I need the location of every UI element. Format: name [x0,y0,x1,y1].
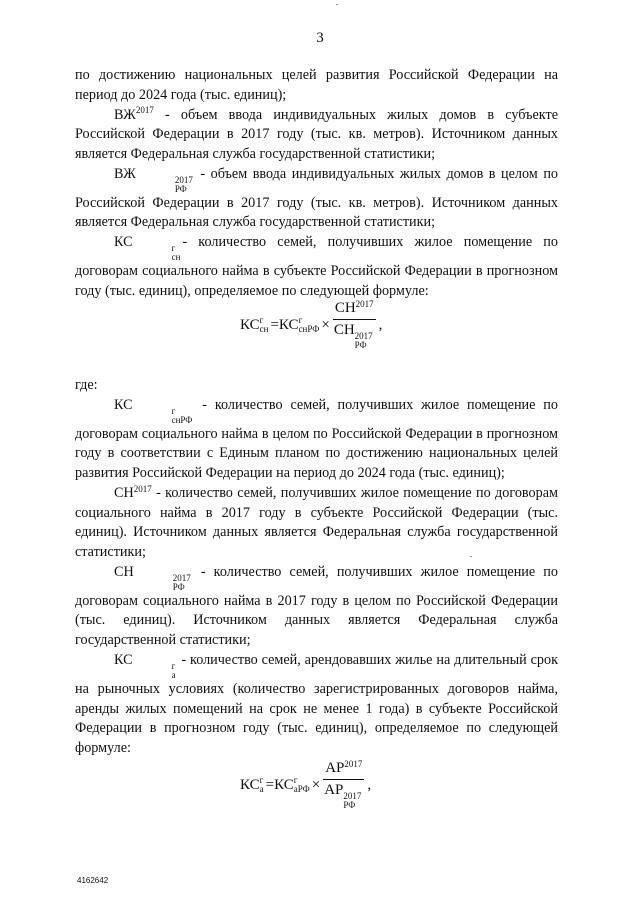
definition-text: - объем ввода индивидуальных жилых домов в субъекте Российской Федерации в 2017 году (тыс. кв. метров). Источником данных является Федеральная служба государственной статистики; [75,106,558,162]
definition-text: - количество семей, арендовавших жилье на длительный срок на рыночных условиях (количество зарегистрированных договоров найма, аренды жилых помещений на срок не менее 1 года) в субъекте Российской Федерации в прогнозном году (тыс. единиц), определяемое по следующей формуле: [75,652,558,756]
symbol-indices: г снРФ [171,405,193,425]
formula-indices: г а [259,775,264,794]
symbol: ВЖ [114,165,136,182]
definition-vzh-rf-2017 [75,165,558,233]
formula-ks-a: КС г а = КС г аРФ × $АР^{2017}$ АР 2017 РФ , [240,758,372,810]
fraction [322,760,365,810]
symbol-sup: 2017 [135,105,154,116]
formula-ks-sn: КС г сн = КС г снРФ × $СН^{2017}$ СН 2017 РФ , [240,298,383,350]
numerator: $АР^{2017}$ [323,760,364,780]
symbol-indices: г сн [171,243,181,263]
definition-ks-a [75,651,558,758]
definition-text: - количество семей, получивших жилое помещение по договорам социального найма в 2017 году в целом по Российской Федерации (тыс. единиц). Источником данных является Федеральная служба государственной статистики; [75,563,558,649]
paragraph-continuation: по достижению национальных целей развития Российской Федерации на период до 2024 года (тыс. единиц); [75,67,558,103]
document-body [75,66,558,759]
definition-text: - объем ввода индивидуальных жилых домов в целом по Российской Федерации в 2017 году (тыс. кв. метров). Источником данных является Федеральная служба государственной статистики; [75,165,558,231]
numerator: $СН^{2017}$ [333,300,376,320]
symbol-indices: 2017 РФ [172,572,191,592]
symbol: КС [114,396,133,413]
formula-indices: 2017 РФ [343,791,362,810]
page-number: 3 [316,30,324,46]
document-id: 4162642 [77,876,109,885]
symbol: ВЖ [114,106,136,123]
where-label: где: [75,376,98,393]
symbol: СН [114,563,134,580]
symbol-sup: 2017 [133,483,152,494]
definition-sn-2017 [75,484,558,562]
definition-sn-rf-2017 [75,563,558,651]
symbol: СН [114,485,134,502]
scan-speck [336,4,338,5]
formula-indices: 2017 РФ [354,331,373,350]
definition-vzh-2017 [75,106,558,165]
symbol-indices: 2017 РФ [174,174,193,194]
definition-text: - количество семей, получивших жилое помещение по договорам социального найма в 2017 году в субъекте Российской Федерации (тыс. единиц). Источником данных является Федеральная служба государственной статистики; [75,485,558,560]
formula-indices: г сн [259,315,269,334]
fraction [332,300,377,350]
formula-indices: г снРФ [298,315,320,334]
symbol: КС [114,652,133,668]
definition-text: - количество семей, получивших жилое помещение по договорам социального найма в субъекте Российской Федерации в прогнозном году (тыс. единиц), определяемое по следующей формуле: [75,234,558,299]
definition-ks-sn [75,233,558,301]
symbol-indices: г а [171,661,176,680]
formula-indices: г аРФ [293,775,310,794]
denominator: АР 2017 РФ [324,782,362,810]
denominator: СН 2017 РФ [333,322,373,350]
definition-text: - количество семей, получивших жилое помещение по договорам социального найма в целом по Российской Федерации в прогнозном году в соответствии с Единым планом по достижению национальных целей развития Российской Федерации на период до 2024 года (тыс. единиц); [75,396,558,482]
definition-ks-sn-rf [75,396,558,484]
scan-speck [470,556,472,557]
symbol: КС [114,234,133,251]
